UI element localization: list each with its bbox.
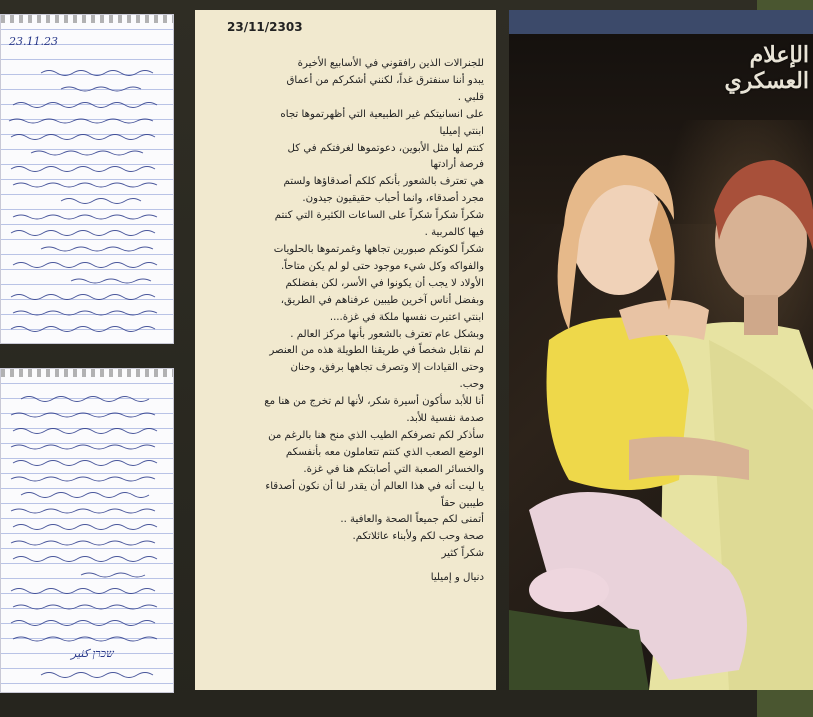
letter-line: وبفضل أناس آخرين طيبين عرفناهم في الطريق، [280, 294, 484, 306]
letter-line: وحتى القيادات إلا وتصرف تجاهها برفق، وحنان [290, 362, 484, 374]
photo-figures [509, 10, 813, 690]
letter-line: مجرد أصدقاء، وانما أحباب حقيقيون جيدون. [302, 193, 484, 205]
letter-line: ابنتي إميليا [439, 125, 484, 137]
translated-letter-card [195, 10, 496, 690]
letter-line: سأذكر لكم تصرفكم الطيب الذي منح هنا بالرغم من [268, 429, 484, 441]
letter-signature: دنيال و إميليا [430, 572, 484, 584]
letter-line: ابنتي اعتبرت نفسها ملكة في غزة.... [329, 311, 484, 323]
letter-line: طيبين حقاً [441, 497, 484, 509]
hostage-photo [509, 10, 813, 690]
letter-line: صحة وحب لكم ولأبناء عائلاتكم. [352, 531, 484, 543]
letter-line: للجنرالات الذين رافقوني في الأسابيع الأخيرة [297, 58, 484, 69]
handwritten-closing: שכרן كثير [71, 647, 114, 660]
letter-body [207, 56, 484, 563]
letter-line: أتمنى لكم جميعاً الصحة والعافية .. [340, 514, 484, 526]
letter-line: على انسانيتكم غير الطبيعية التي أظهرتموها تجاه [280, 108, 484, 120]
letter-line: صدمة نفسية للأبد. [406, 413, 484, 425]
letter-date: 23/11/2303 [227, 20, 303, 34]
letter-line: هي تعترف بالشعور بأنكم كلكم أصدقاؤها ولستم [283, 176, 484, 188]
handwriting-ink [1, 15, 173, 343]
letter-line: يا ليت أنه في هذا العالم أن يقدر لنا أن نكون أصدقاء [265, 480, 484, 492]
letter-line: والخسائر الصعبة التي أصابتكم هنا في غزة. [303, 463, 484, 475]
handwritten-letter-page-1 [0, 14, 174, 344]
letter-line: شكراً لكونكم صبورين تجاهها وغمرتموها بالحلويات [273, 243, 484, 255]
letter-line: وبشكل عام تعترف بالشعور بأنها مركز العالم . [290, 328, 484, 340]
letter-line: أنا للأبد سأكون أسيرة شكر، لأنها لم تخرج من هنا مع [264, 396, 484, 408]
letter-line: شكراً شكراً شكراً على الساعات الكثيرة التي كنتم [274, 210, 484, 222]
letter-line: يبدو أننا سنفترق غداً، لكنني أشكركم من أعماق [286, 74, 484, 86]
letter-line: شكراً كثير [441, 548, 484, 560]
letter-line: كنتم لها مثل الأبوين، دعوتموها لغرفتكم في كل [287, 142, 484, 154]
letter-line: فرصة أرادتها [430, 159, 484, 171]
letter-line: الأولاد لا يجب أن يكونوا في الأسر، لكن بفضلكم [285, 277, 484, 289]
handwriting-ink [1, 369, 173, 692]
handwritten-date: 23.11.23 [9, 35, 58, 48]
letter-line: وحب. [459, 379, 484, 391]
letter-line: والفواكه وكل شيء موجود حتى لو لم يكن متاحاً. [280, 260, 484, 272]
handwritten-letter-page-2 [0, 368, 174, 693]
letter-line: الوضع الصعب الذي كنتم تتعاملون معه بأنفسكم [285, 446, 484, 458]
media-watermark-logo: الإعلام العسكري [724, 42, 809, 94]
letter-line: لم نقابل شخصاً في طريقنا الطويلة هذه من العنصر [269, 345, 484, 357]
letter-line: فيها كالمربية . [424, 227, 484, 239]
letter-line: قلبي . [457, 91, 484, 103]
